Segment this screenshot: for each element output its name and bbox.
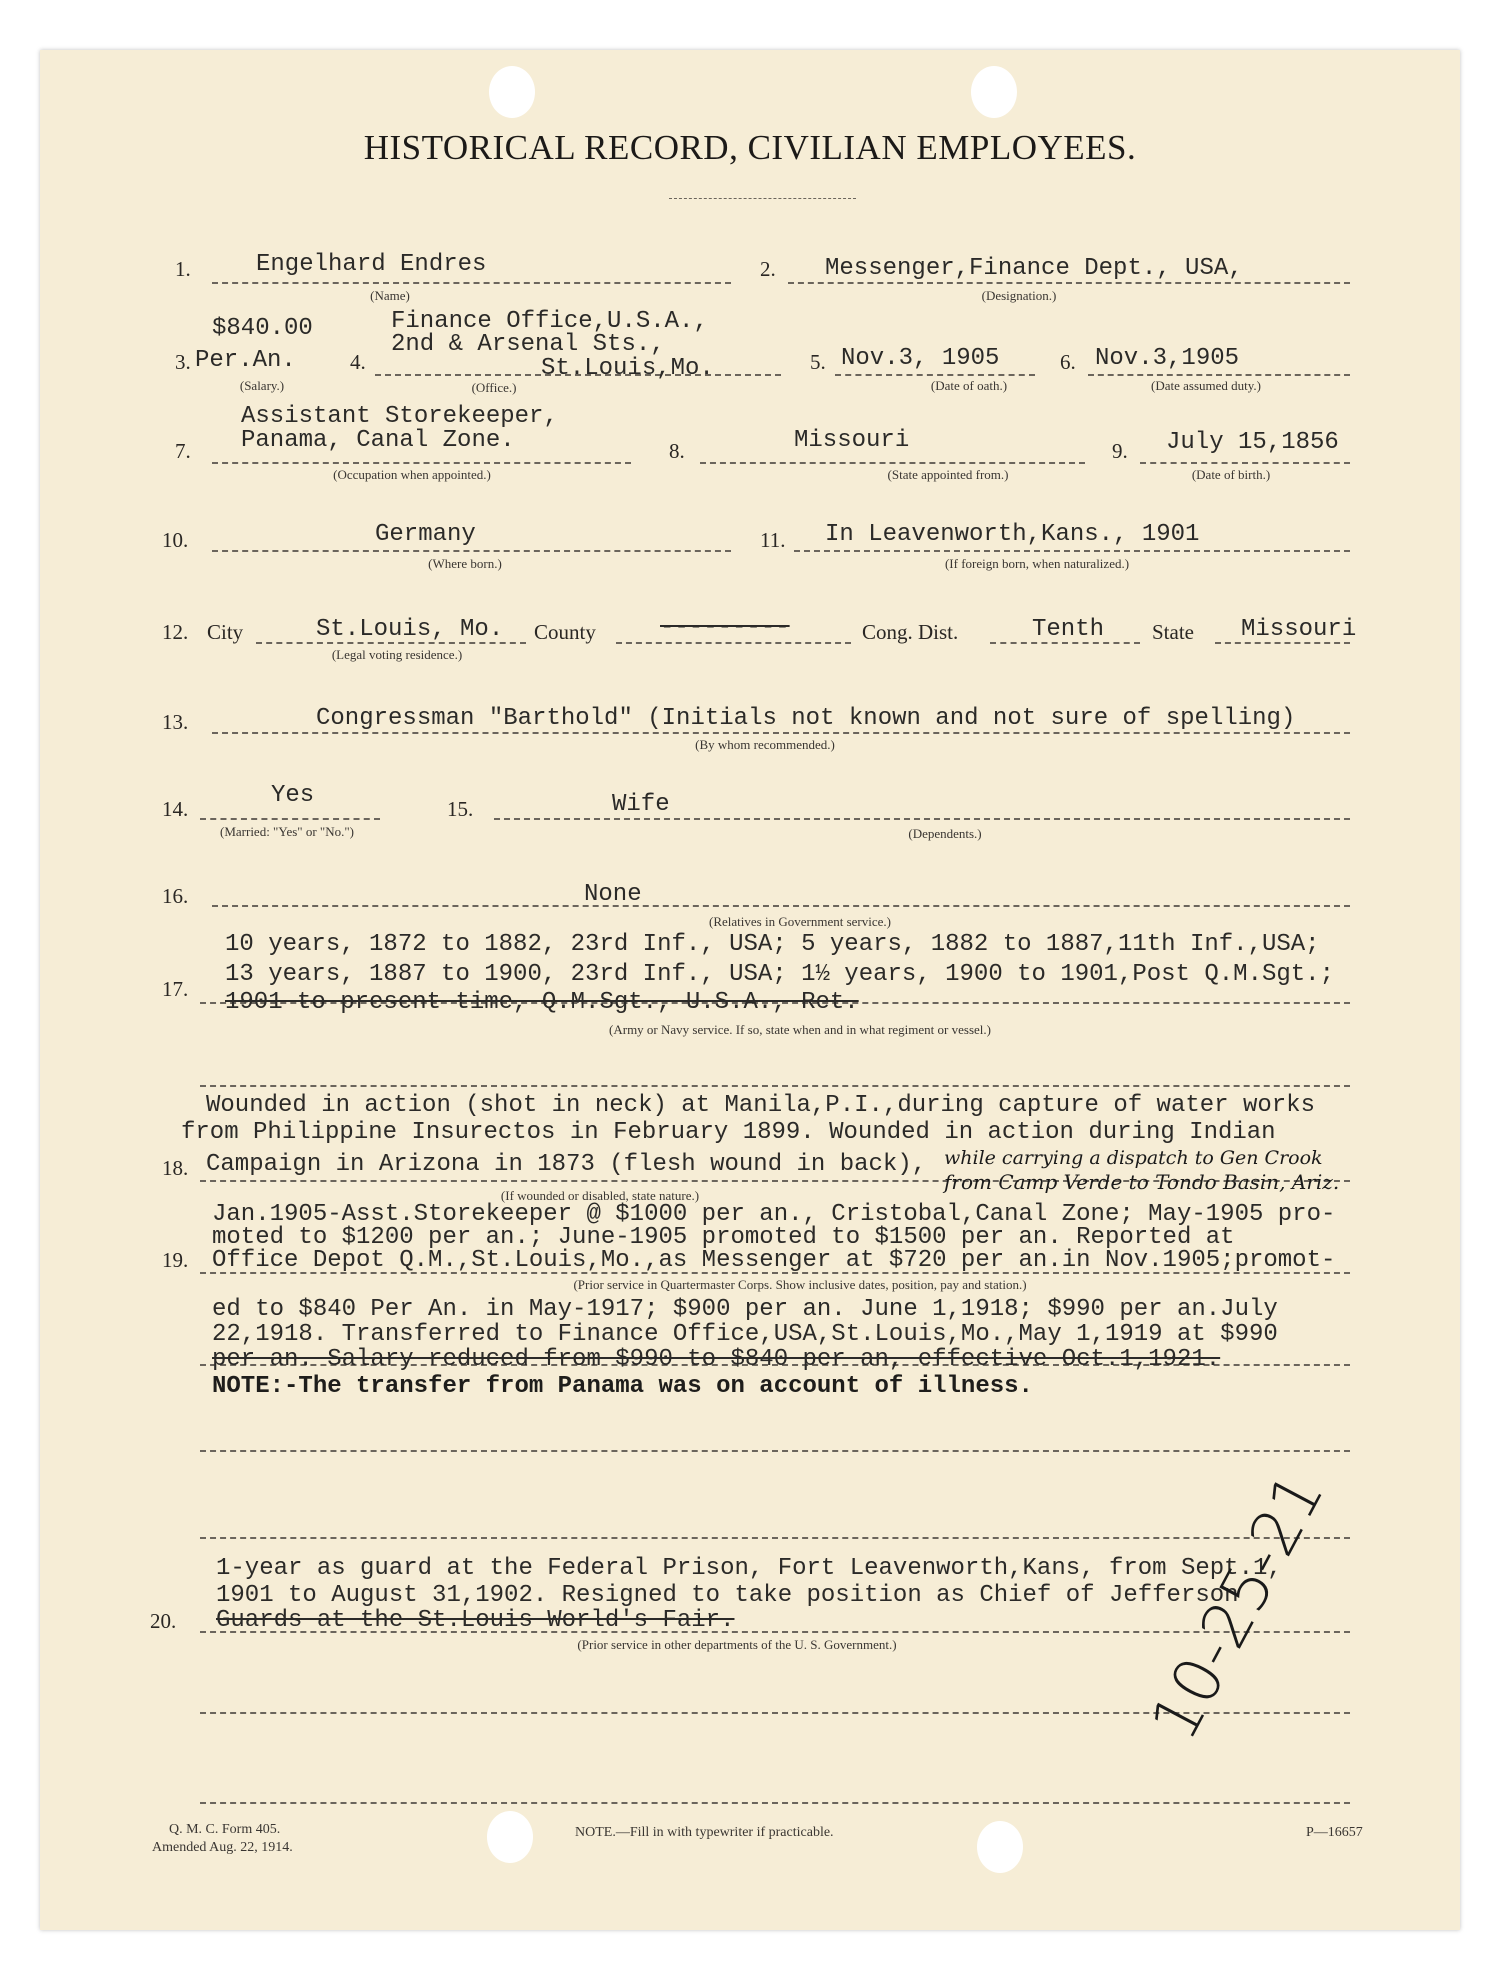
birthplace-value: Germany [375,521,476,548]
other-service-caption: (Prior service in other departments of the U. S. Government.) [577,1637,897,1652]
married-value: Yes [271,782,315,809]
field-number: 11. [760,528,786,552]
handwritten-date: 10-25-21 [1137,1461,1340,1753]
field-line [212,732,1350,734]
birth-date-caption: (Date of birth.) [1191,467,1271,482]
field-line [212,550,731,552]
punch-hole [977,1821,1023,1873]
field-line [212,282,731,284]
field-number: 19. [162,1248,189,1272]
salary-caption: (Salary.) [239,378,285,393]
field-number: 3. [175,350,191,374]
recommended-by-value: Congressman "Barthold" (Initials not known and not sure of spelling) [316,705,1296,732]
field-line [835,374,1035,376]
occupation-line: Panama, Canal Zone. [241,427,515,454]
field-number: 6. [1060,350,1076,374]
married-caption: (Married: "Yes" or "No.") [220,824,354,839]
handwritten-note: while carrying a dispatch to Gen Crook [944,1147,1323,1169]
birthplace-caption: (Where born.) [428,556,502,571]
field-line [616,642,851,644]
oath-date-caption: (Date of oath.) [930,378,1008,393]
state-appointed-value: Missouri [794,427,910,454]
field-number: 15. [447,797,474,821]
field-line [794,550,1350,552]
state-appointed-caption: (State appointed from.) [887,467,1009,482]
relatives-caption: (Relatives in Government service.) [709,914,891,929]
handwritten-note: from Camp Verde to Tondo Basin, Ariz. [944,1170,1340,1194]
qmc-service-line: per an. Salary reduced from $990 to $840 per an, effective Oct.1,1921. [212,1346,1221,1373]
military-caption: (Army or Navy service. If so, state when and in what regiment or vessel.) [609,1022,991,1037]
document-title: HISTORICAL RECORD, CIVILIAN EMPLOYEES. [363,128,1137,167]
other-service-line: 1-year as guard at the Federal Prison, Fort Leavenworth,Kans, from Sept.1, [216,1555,1282,1582]
dependents-value: Wife [612,791,670,818]
qmc-service-line: moted to $1200 per an.; June-1905 promoted to $1500 per an. Reported at [212,1224,1235,1251]
field-line [200,1450,1350,1452]
field-line [788,282,1350,284]
field-line [212,905,1350,907]
state-label: State [1152,620,1194,644]
field-number: 9. [1112,439,1128,463]
duty-date-caption: (Date assumed duty.) [1151,378,1261,393]
county-value: --------- [660,614,790,641]
qmc-service-line: Office Depot Q.M.,St.Louis,Mo.,as Messenger at $720 per an.in Nov.1905;promot- [212,1247,1336,1274]
form-number: Q. M. C. Form 405. [169,1822,281,1837]
field-line [1088,374,1350,376]
field-line [200,818,380,820]
designation-caption: (Designation.) [981,288,1057,303]
punch-hole [971,66,1017,118]
qmc-service-line: Jan.1905-Asst.Storekeeper @ $1000 per an., Cristobal,Canal Zone; May-1905 pro- [212,1201,1336,1228]
office-caption: (Office.) [471,380,517,395]
name-value: Engelhard Endres [256,251,487,278]
birth-date-value: July 15,1856 [1166,429,1339,456]
office-line: 2nd & Arsenal Sts., [391,331,665,358]
field-line [1140,462,1350,464]
city-label: City [207,620,244,644]
field-number: 4. [350,350,366,374]
dependents-caption: (Dependents.) [908,826,982,841]
wound-line: from Philippine Insurectos in February 1899. Wounded in action during Indian [181,1119,1276,1146]
relatives-value: None [584,881,642,908]
office-line: St.Louis,Mo. [541,355,714,382]
state-value: Missouri [1241,616,1357,643]
field-number: 10. [162,528,189,552]
wound-line: Campaign in Arizona in 1873 (flesh wound in back), [206,1151,927,1178]
duty-date-value: Nov.3,1905 [1095,345,1240,372]
punch-hole [489,66,535,118]
military-line: 10 years, 1872 to 1882, 23rd Inf., USA; 5 years, 1882 to 1887,11th Inf.,USA; [225,931,1320,958]
qmc-service-line: 22,1918. Transferred to Finance Office,USA,St.Louis,Mo.,May 1,1919 at $990 [212,1321,1278,1348]
other-service-line: 1901 to August 31,1902. Resigned to take position as Chief of Jefferson [216,1582,1239,1609]
field-line [700,462,1085,464]
punch-hole [487,1811,533,1863]
field-number: 5. [810,350,826,374]
office-line: Finance Office,U.S.A., [391,308,708,335]
qmc-service-caption: (Prior service in Quartermaster Corps. Show inclusive dates, position, pay and station.) [573,1277,1027,1292]
field-line [494,818,1350,820]
oath-date-value: Nov.3, 1905 [841,345,1000,372]
field-number: 16. [162,884,189,908]
field-line [200,1802,1350,1804]
field-number: 17. [162,977,189,1001]
other-service-line: Guards at the St.Louis World's Fair. [216,1607,735,1634]
footer-note: NOTE.—Fill in with typewriter if practicable. [575,1825,834,1840]
field-number: 7. [175,439,191,463]
cong-dist-value: Tenth [1032,616,1105,643]
wound-line: Wounded in action (shot in neck) at Manila,P.I.,during capture of water works [206,1092,1315,1119]
military-line: 13 years, 1887 to 1900, 23rd Inf., USA; 1½ years, 1900 to 1901,Post Q.M.Sgt.; [225,961,1334,988]
occupation-line: Assistant Storekeeper, [241,403,558,430]
naturalized-caption: (If foreign born, when naturalized.) [944,556,1130,571]
qmc-service-line: ed to $840 Per An. in May-1917; $900 per an. June 1,1918; $990 per an.July [212,1296,1278,1323]
salary-amount: $840.00 [212,315,313,342]
field-number: 2. [760,257,776,281]
field-number: 8. [669,439,685,463]
transfer-note: NOTE:-The transfer from Panama was on account of illness. [212,1373,1033,1400]
salary-value: Per.An. [195,347,296,374]
recommended-caption: (By whom recommended.) [695,737,835,752]
city-value: St.Louis, Mo. [316,616,504,643]
occupation-caption: (Occupation when appointed.) [333,467,491,482]
field-number: 1. [175,257,191,281]
county-label: County [534,620,596,644]
wound-caption: (If wounded or disabled, state nature.) [500,1188,700,1203]
form-amended: Amended Aug. 22, 1914. [152,1840,293,1855]
military-line: 1901 to present time, Q.M.Sgt., U.S.A., Ret. [225,989,859,1016]
title-divider [669,198,856,199]
field-line [212,462,631,464]
field-line [200,1537,1350,1539]
field-number: 20. [150,1609,177,1633]
field-number: 12. [162,620,189,644]
field-number: 13. [162,710,189,734]
name-caption: (Name) [370,288,410,303]
designation-value: Messenger,Finance Dept., USA, [825,255,1243,282]
field-number: 18. [162,1156,189,1180]
naturalized-value: In Leavenworth,Kans., 1901 [825,521,1200,548]
residence-caption: (Legal voting residence.) [331,647,463,662]
field-number: 14. [162,797,189,821]
field-line [200,1085,1350,1087]
form-code: P—16657 [1306,1825,1363,1840]
cong-dist-label: Cong. Dist. [862,620,959,644]
